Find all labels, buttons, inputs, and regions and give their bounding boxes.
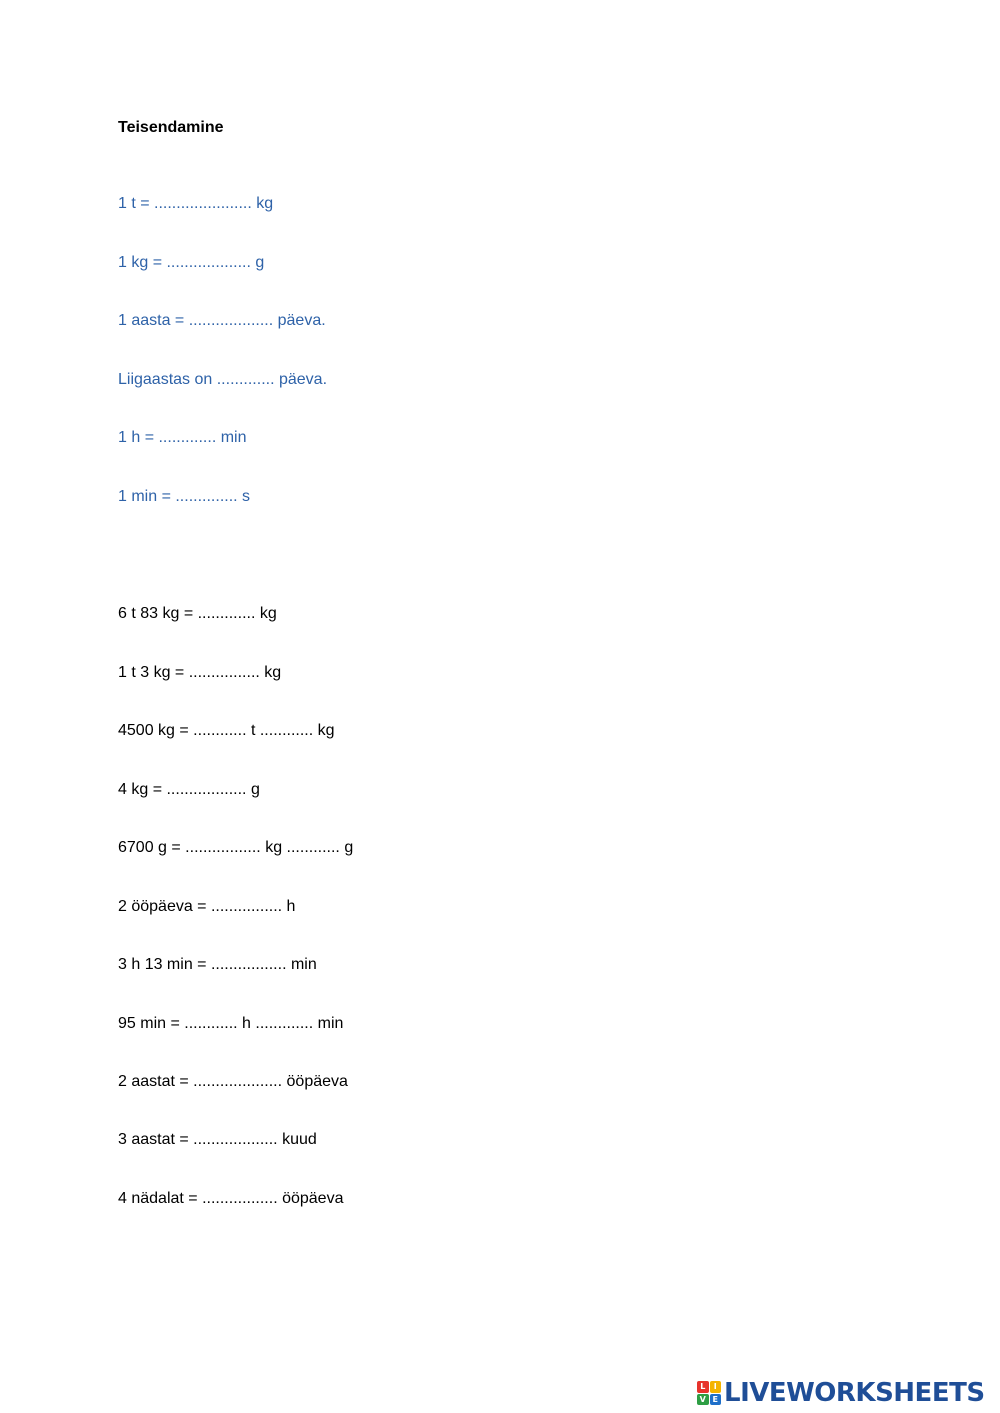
logo-mark-letter: E <box>710 1394 722 1406</box>
exercise-line: 4 nädalat = ................. ööpäeva <box>118 1190 344 1207</box>
conversion-line-tonne: 1 t = ...................... kg <box>118 195 274 212</box>
conversion-line-year: 1 aasta = ................... päeva. <box>118 312 326 329</box>
exercise-line: 3 h 13 min = ................. min <box>118 956 317 973</box>
logo-text: LIVEWORKSHEETS <box>724 1378 985 1408</box>
logo-mark-letter: I <box>710 1381 722 1393</box>
logo-mark-icon <box>697 1381 721 1405</box>
exercise-line: 6700 g = ................. kg ............ g <box>118 839 354 856</box>
conversion-line-kilogram: 1 kg = ................... g <box>118 254 265 271</box>
logo-mark-letter: L <box>697 1381 709 1393</box>
exercise-line: 1 t 3 kg = ................ kg <box>118 664 282 681</box>
exercise-line: 4 kg = .................. g <box>118 781 260 798</box>
logo-mark-letter: V <box>697 1394 709 1406</box>
exercise-line: 3 aastat = ................... kuud <box>118 1131 317 1148</box>
exercise-line: 2 ööpäeva = ................ h <box>118 898 296 915</box>
liveworksheets-logo <box>697 1378 985 1408</box>
page-title: Teisendamine <box>118 119 224 136</box>
conversion-line-hour: 1 h = ............. min <box>118 429 247 446</box>
conversion-line-leap-year: Liigaastas on ............. päeva. <box>118 371 328 388</box>
exercise-line: 95 min = ............ h ............. min <box>118 1015 344 1032</box>
conversion-line-minute: 1 min = .............. s <box>118 488 251 505</box>
exercise-line: 6 t 83 kg = ............. kg <box>118 605 277 622</box>
exercise-line: 4500 kg = ............ t ............ kg <box>118 722 335 739</box>
exercise-line: 2 aastat = .................... ööpäeva <box>118 1073 348 1090</box>
